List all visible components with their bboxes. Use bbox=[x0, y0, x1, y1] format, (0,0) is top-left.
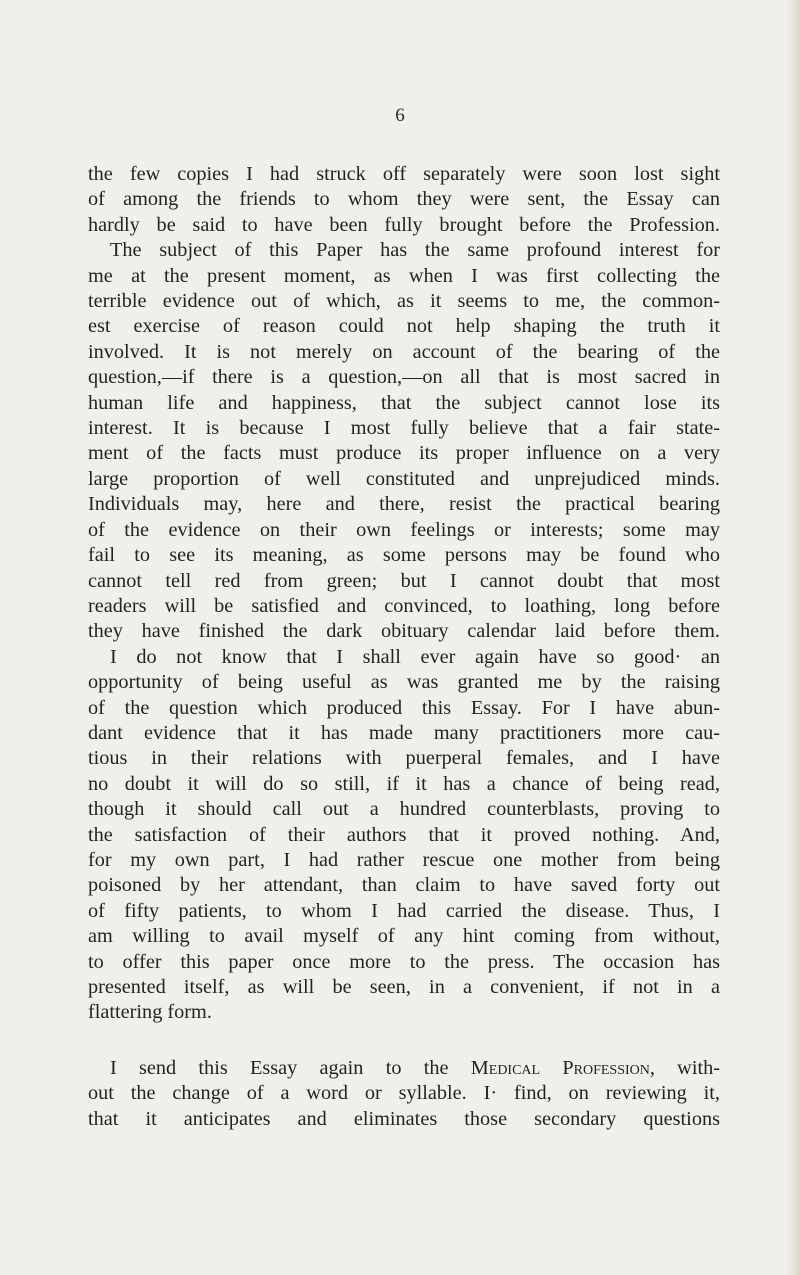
text-line: hardly be said to have been fully brought before the Profession. bbox=[88, 213, 720, 236]
text-line: though it should call out a hundred counterblasts, proving to bbox=[88, 798, 720, 821]
text-line: est exercise of reason could not help shaping the truth it bbox=[88, 315, 720, 338]
text-line: poisoned by her attendant, than claim to have saved forty out bbox=[88, 874, 720, 897]
paragraph-gap bbox=[88, 1026, 720, 1056]
text-line: out the change of a word or syllable. I· find, on reviewing it, bbox=[88, 1082, 720, 1105]
text-line: the few copies I had struck off separately were soon lost sight bbox=[88, 163, 720, 185]
text-line: to offer this paper once more to the press. The occasion has bbox=[88, 950, 720, 973]
text-line: am willing to avail myself of any hint coming from without, bbox=[88, 925, 720, 948]
text-line: they have finished the dark obituary calendar laid before them. bbox=[88, 620, 720, 643]
text-line: The subject of this Paper has the same profound interest for bbox=[110, 239, 720, 262]
text-line: large proportion of well constituted and unprejudiced minds. bbox=[88, 467, 720, 490]
text-line: interest. It is because I most fully believe that a fair state- bbox=[88, 417, 720, 440]
text-line: fail to see its meaning, as some persons may be found who bbox=[88, 544, 720, 567]
text-line: question,—if there is a question,—on all that is most sacred in bbox=[88, 366, 720, 389]
text-line: I do not know that I shall ever again have so good· an bbox=[110, 645, 720, 668]
text-line: Individuals may, here and there, resist the practical bearing bbox=[88, 493, 720, 516]
text-line: terrible evidence out of which, as it seems to me, the common- bbox=[88, 290, 720, 313]
paragraph-2 bbox=[88, 1056, 720, 1132]
text-line: tious in their relations with puerperal females, and I have bbox=[88, 747, 720, 770]
text-line: that it anticipates and eliminates those secondary questions bbox=[88, 1107, 720, 1130]
text-line: readers will be satisfied and convinced, to loathing, long before bbox=[88, 594, 720, 617]
text-line: of among the friends to whom they were sent, the Essay can bbox=[88, 188, 720, 211]
text-line: dant evidence that it has made many practitioners more cau- bbox=[88, 721, 720, 744]
text-line: involved. It is not merely on account of the bearing of the bbox=[88, 340, 720, 363]
text-line: of fifty patients, to whom I had carried the disease. Thus, I bbox=[88, 899, 720, 922]
text-line: cannot tell red from green; but I cannot doubt that most bbox=[88, 569, 720, 592]
paragraph-1 bbox=[88, 162, 720, 1026]
text-line: ment of the facts must produce its proper influence on a very bbox=[88, 442, 720, 465]
text-line: for my own part, I had rather rescue one mother from being bbox=[88, 848, 720, 871]
text-line: of the question which produced this Essay. For I have abun- bbox=[88, 696, 720, 719]
text-line: of the evidence on their own feelings or interests; some may bbox=[88, 518, 720, 541]
text-line bbox=[88, 1056, 720, 1081]
text-segment: I send this Essay again to the bbox=[110, 1056, 449, 1079]
text-line: flattering form. bbox=[88, 1001, 212, 1024]
text-line: human life and happiness, that the subject cannot lose its bbox=[88, 391, 720, 414]
text-line: opportunity of being useful as was granted me by the raising bbox=[88, 671, 720, 694]
text-segment: , with- bbox=[649, 1056, 720, 1079]
medical-profession-smallcaps: Medical Profession bbox=[470, 1056, 650, 1079]
page-edge bbox=[786, 0, 800, 1275]
text-line: no doubt it will do so still, if it has a chance of being read, bbox=[88, 772, 720, 795]
text-line: the satisfaction of their authors that it proved nothing. And, bbox=[88, 823, 720, 846]
page-number: 6 bbox=[395, 105, 405, 126]
text-line: presented itself, as will be seen, in a convenient, if not in a bbox=[88, 976, 720, 998]
text-line: me at the present moment, as when I was first collecting the bbox=[88, 264, 720, 287]
body-text bbox=[88, 162, 720, 1132]
